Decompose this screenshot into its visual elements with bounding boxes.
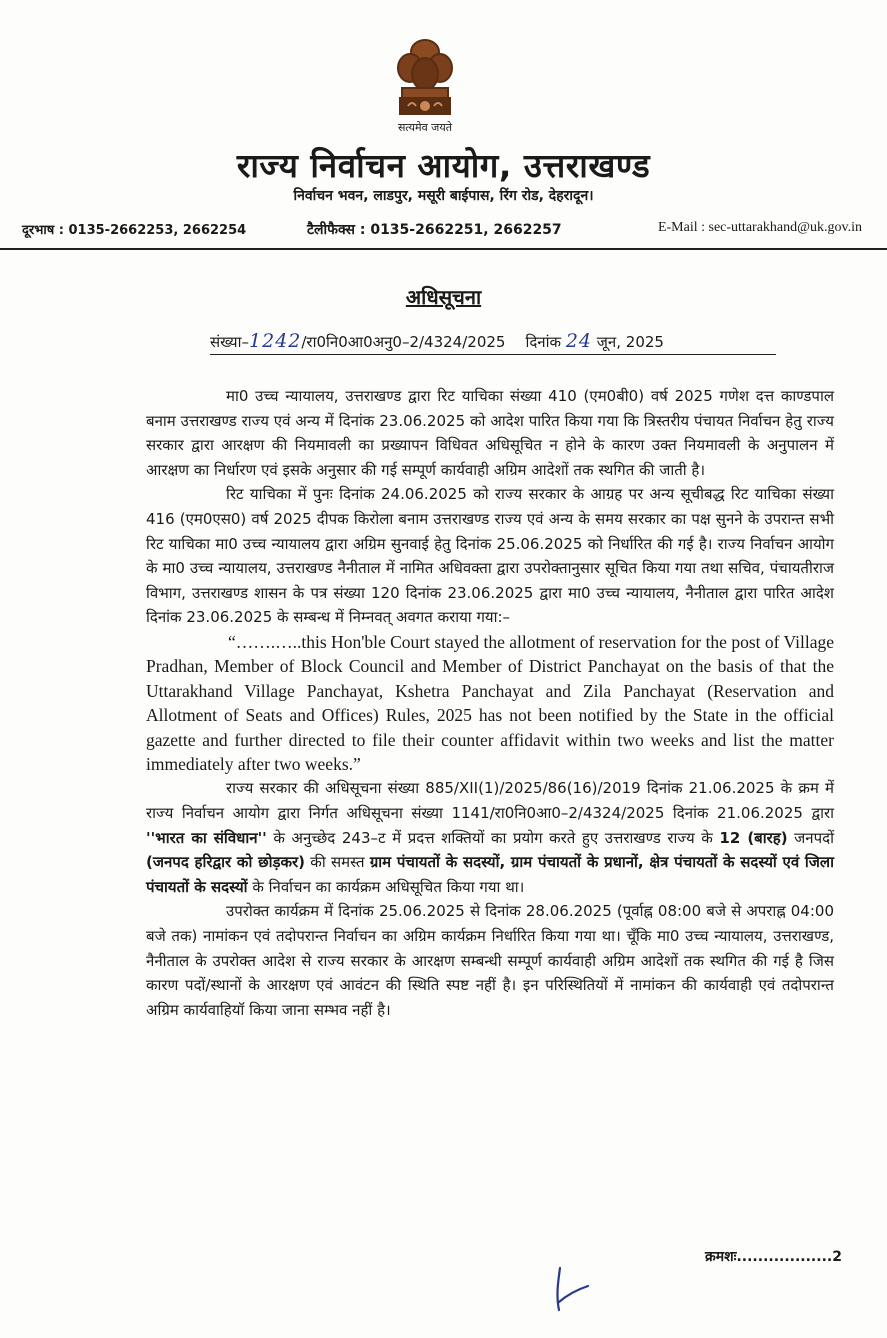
- contact-row: [22, 220, 862, 244]
- para3-text-e: जनपदों: [787, 828, 835, 847]
- paragraph-4: उपरोक्त कार्यक्रम में दिनांक 25.06.2025 से दिनांक 28.06.2025 (पूर्वाह्न 08:00 बजे से अपराह्न 04:00 बजे तक) नामांकन एवं तदोपरान्त निर्वाचन का अग्रिम कार्यक्रम निर्धारित किया गया था। चूँकि मा0 उच्च न्यायालय, उत्तराखण्ड, नैनीताल के उपरोक्त आदेश से राज्य सरकार के आरक्षण सम्बन्धी सम्पूर्ण कार्यवाही अग्रिम आदेशों तक स्थगित की गई है जिस कारण पदों/स्थानों के आरक्षण एवं आवंटन की स्थिति स्पष्ट नहीं है। इन परिस्थितियों में नामांकन की कार्यवाही एवं तदोपरान्त अग्रिम कार्यवाहियॉ किया जाना सम्भव नहीं है।: [146, 902, 834, 1019]
- para3-district-count: 12 (बारह): [719, 828, 788, 847]
- fax-number: टैलीफैक्स : 0135-2662251, 2662257: [307, 222, 562, 238]
- continued-marker: क्रमशः..................2: [705, 1249, 842, 1265]
- date-rest: जून, 2025: [596, 333, 664, 351]
- organization-address: निर्वाचन भवन, लाडपुर, मसूरी बाईपास, रिंग रोड, देहरादून।: [293, 188, 594, 204]
- phone-number: दूरभाष : 0135-2662253, 2662254: [22, 223, 247, 238]
- notification-body: [146, 384, 834, 1022]
- ref-suffix: /रा0नि0आ0अनु0–2/4324/2025: [301, 333, 506, 351]
- para3-exclusion: (जनपद हरिद्वार को छोड़कर): [146, 853, 306, 872]
- date-day-handwritten: 24: [565, 330, 593, 352]
- date-prefix: दिनांक: [525, 333, 562, 351]
- ref-prefix: संख्या–: [210, 333, 250, 351]
- paragraph-2: रिट याचिका में पुनः दिनांक 24.06.2025 को राज्य सरकार के आग्रह पर अन्य सूचीबद्ध रिट याचिका संख्या 416 (एम0एस0) वर्ष 2025 दीपक किरोला बनाम उत्तराखण्ड राज्य एवं अन्य के समय सरकार का पक्ष सुनने के उपरान्त सभी रिट याचिका मा0 उच्च न्यायालय द्वारा अग्रिम सुनवाई हेतु दिनांक 25.06.2025 को निर्धारित की गई है। राज्य निर्वाचन आयोग के मा0 उच्च न्यायालय, उत्तराखण्ड नैनीताल में नामित अधिवक्ता द्वारा उपरोक्तानुसार सूचित किया गया तथा सचिव, पंचायतीराज विभाग, उत्तराखण्ड शासन के पत्र संख्या 120 दिनांक 23.06.2025 द्वारा मा0 उच्च न्यायालय, नैनीताल द्वारा पारित आदेश दिनांक 23.06.2025 के सम्बन्ध में निम्नवत् अवगत कराया गया:–: [146, 485, 834, 627]
- header-divider: [0, 248, 887, 250]
- signature-mark-icon: [548, 1262, 598, 1317]
- para3-text-g: की समस्त: [305, 853, 370, 872]
- paragraph-3: [146, 776, 834, 899]
- reference-line: [210, 330, 776, 355]
- para3-constitution: ''भारत का संविधान'': [146, 828, 267, 847]
- para3-members: ग्राम पंचायतों के सदस्यों, ग्राम पंचायतों के प्रधानों, क्षेत्र पंचायतों के सदस्यों एवं जिला पंचायतों के सदस्यों: [146, 853, 834, 896]
- paragraph-1: मा0 उच्च न्यायालय, उत्तराखण्ड द्वारा रिट याचिका संख्या 410 (एम0बी0) वर्ष 2025 गणेश दत्त काण्डपाल बनाम उत्तराखण्ड राज्य एवं अन्य में दिनांक 23.06.2025 को आदेश पारित किया गया कि त्रिस्तरीय पंचायत निर्वाचन हेतु राज्य सरकार द्वारा आरक्षण की नियमावली का प्रख्यापन विधिवत अधिसूचित न होने के कारण उक्त नियमावली के अनुपालन में आरक्षण का निर्धारण एवं इसके अनुसार की गई सम्पूर्ण कार्यवाही अग्रिम आदेशों तक स्थगित की जाती है।: [146, 387, 834, 479]
- notification-title: अधिसूचना: [405, 285, 482, 309]
- ref-number-handwritten: 1242: [249, 330, 302, 352]
- organization-name: राज्य निर्वाचन आयोग, उत्तराखण्ड: [236, 146, 651, 185]
- court-order-quote: “…….…..this Hon'ble Court stayed the allotment of reservation for the post of Village Pradhan, Member of Block Council and Member of District Panchayat on the basis of that the Uttarakhand Village Panchayat, Kshetra Panchayat and Zila Panchayat (Reservation and Allotment of Seats and Offices) Rules, 2025 has not been notified by the State in the official gazette and further directed to file their counter affidavit within two weeks and list the matter immediately after two weeks.”: [146, 631, 834, 774]
- email-address: E-Mail : sec-uttarakhand@uk.gov.in: [657, 220, 862, 235]
- para3-text-a: राज्य सरकार की अधिसूचना संख्या 885/XII(1)/2025/86(16)/2019 दिनांक 21.06.2025 के क्रम में राज्य निर्वाचन आयोग द्वारा निर्गत अधिसूचना संख्या 1141/रा0नि0आ0–2/4324/2025 दिनांक 21.06.2025 द्वारा: [146, 779, 834, 822]
- emblem-motto: सत्यमेव जयते: [397, 121, 452, 134]
- para3-text-i: के निर्वाचन का कार्यक्रम अधिसूचित किया गया था।: [247, 877, 525, 896]
- para3-text-c: के अनुच्छेद 243–ट में प्रदत्त शक्तियों का प्रयोग करते हुए उत्तराखण्ड राज्य के: [266, 828, 720, 847]
